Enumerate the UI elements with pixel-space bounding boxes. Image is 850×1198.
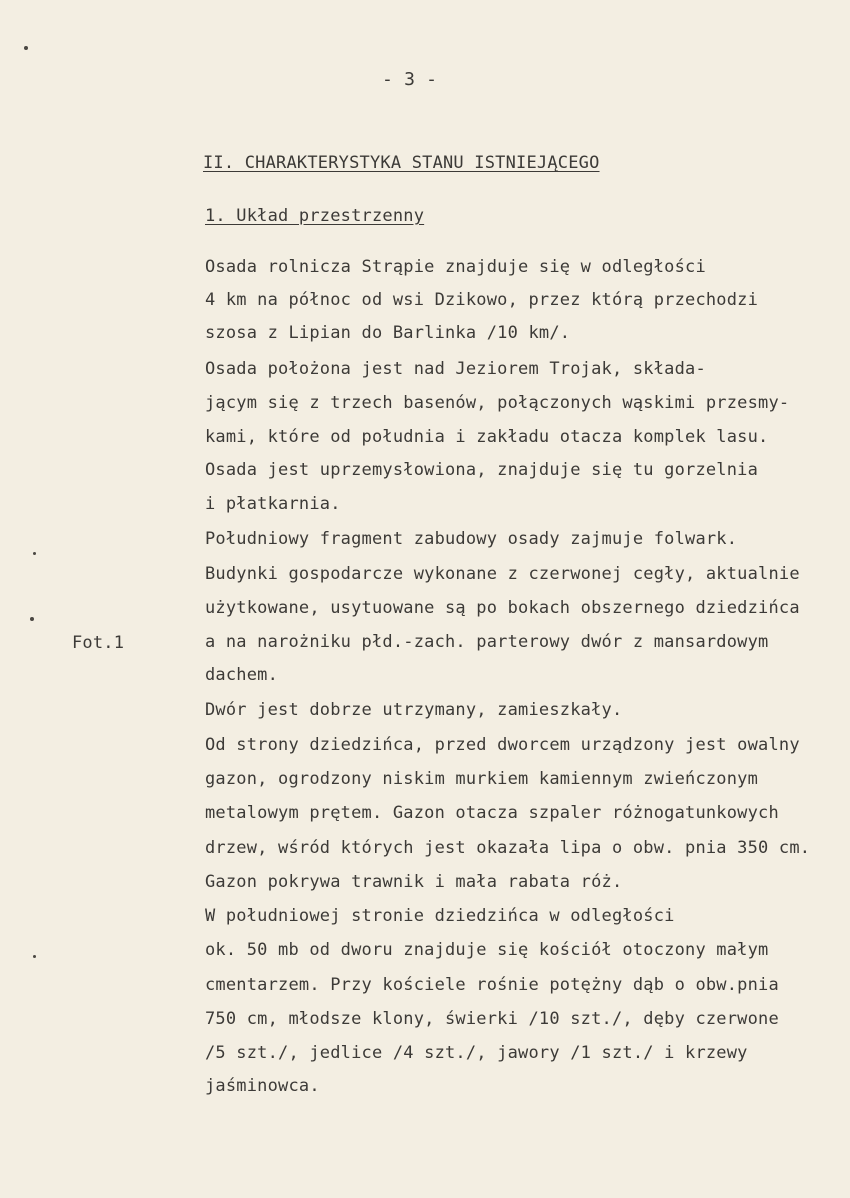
paper-speck [24, 46, 28, 50]
body-line: Dwór jest dobrze utrzymany, zamieszkały. [205, 700, 623, 720]
paper-speck [30, 617, 34, 621]
body-line: 4 km na północ od wsi Dzikowo, przez którą przechodzi [205, 290, 759, 310]
body-line: szosa z Lipian do Barlinka /10 km/. [205, 323, 571, 343]
body-line: Gazon pokrywa trawnik i mała rabata róż. [205, 872, 623, 892]
page-number: - 3 - [382, 69, 438, 90]
body-line: jącym się z trzech basenów, połączonych wąskimi przesmy- [205, 393, 790, 413]
body-line: drzew, wśród których jest okazała lipa o obw. pnia 350 cm. [205, 838, 811, 858]
body-line: kami, które od południa i zakładu otacza komplek lasu. [205, 427, 769, 447]
body-line: metalowym prętem. Gazon otacza szpaler różnogatunkowych [205, 803, 779, 823]
subsection-heading: 1. Układ przestrzenny [205, 206, 425, 226]
body-line: użytkowane, usytuowane są po bokach obszernego dziedzińca [205, 598, 800, 618]
body-line: /5 szt./, jedlice /4 szt./, jawory /1 szt./ i krzewy [205, 1043, 748, 1063]
body-line: cmentarzem. Przy kościele rośnie potężny dąb o obw.pnia [205, 975, 779, 995]
body-line: Osada rolnicza Strąpie znajduje się w odległości [205, 257, 706, 277]
body-line: Osada jest uprzemysłowiona, znajduje się tu gorzelnia [205, 460, 759, 480]
body-line: i płatkarnia. [205, 494, 341, 514]
body-line: ok. 50 mb od dworu znajduje się kościół otoczony małym [205, 940, 769, 960]
body-line: Od strony dziedzińca, przed dworcem urządzony jest owalny [205, 735, 800, 755]
margin-note-photo-reference: Fot.1 [72, 633, 125, 653]
paper-speck [33, 955, 36, 958]
body-line: W południowej stronie dziedzińca w odległości [205, 906, 675, 926]
body-line: jaśminowca. [205, 1076, 320, 1096]
body-line: 750 cm, młodsze klony, świerki /10 szt./, dęby czerwone [205, 1009, 779, 1029]
body-line: a na narożniku płd.-zach. parterowy dwór z mansardowym [205, 632, 769, 652]
body-line: dachem. [205, 665, 279, 685]
body-line: Osada położona jest nad Jeziorem Trojak, składa- [205, 359, 706, 379]
body-line: gazon, ogrodzony niskim murkiem kamiennym zwieńczonym [205, 769, 759, 789]
section-heading: II. CHARAKTERYSTYKA STANU ISTNIEJĄCEGO [203, 153, 600, 173]
body-line: Południowy fragment zabudowy osady zajmuje folwark. [205, 529, 738, 549]
paper-speck [33, 552, 36, 555]
body-line: Budynki gospodarcze wykonane z czerwonej cegły, aktualnie [205, 564, 800, 584]
